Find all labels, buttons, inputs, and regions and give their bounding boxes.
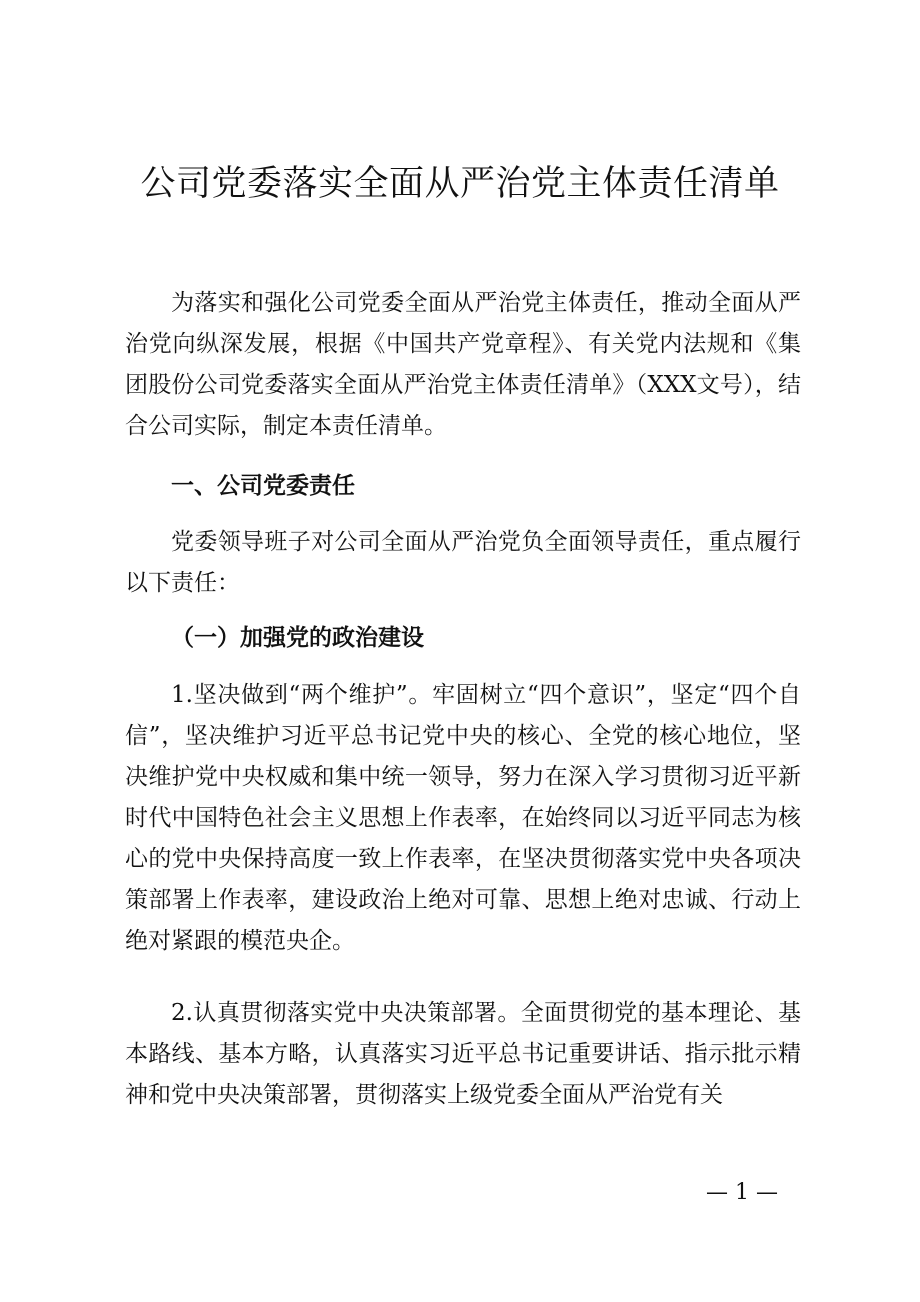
document-title: 公司党委落实全面从严治党主体责任清单 xyxy=(140,164,780,204)
page-number: — 1 — xyxy=(706,1180,778,1205)
subsection-one-heading: （一）加强党的政治建设 xyxy=(171,624,424,651)
section-one-lead-paragraph: 党委领导班子对公司全面从严治党负全面领导责任，重点履行以下责任： xyxy=(125,529,801,596)
intro-paragraph: 为落实和强化公司党委全面从严治党主体责任，推动全面从严治党向纵深发展，根据《中国共产党章程》、有关党内法规和《集团股份公司党委落实全面从严治党主体责任清单》（XXX文号），结合公司实际，制定本责任清单。 xyxy=(125,290,801,439)
item-1-paragraph: 1.坚决做到“两个维护”。牢固树立“四个意识”，坚定“四个自信”，坚决维护习近平总书记党中央的核心、全党的核心地位，坚决维护党中央权威和集中统一领导，努力在深入学习贯彻习近平新时代中国特色社会主义思想上作表率，在始终同以习近平同志为核心的党中央保持高度一致上作表率，在坚决贯彻落实党中央各项决策部署上作表率，建设政治上绝对可靠、思想上绝对忠诚、行动上绝对紧跟的模范央企。 xyxy=(125,682,801,954)
section-one-heading: 一、公司党委责任 xyxy=(171,473,355,499)
item-2-paragraph: 2.认真贯彻落实党中央决策部署。全面贯彻党的基本理论、基本路线、基本方略，认真落实习近平总书记重要讲话、指示批示精神和党中央决策部署，贯彻落实上级党委全面从严治党有关 xyxy=(125,1000,801,1108)
